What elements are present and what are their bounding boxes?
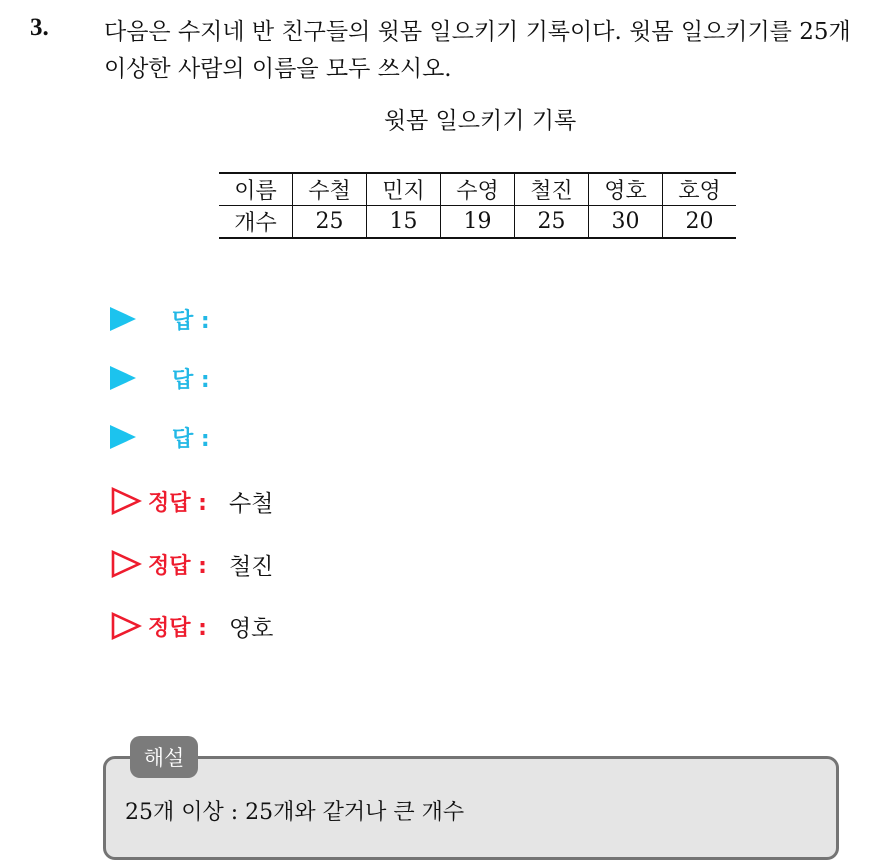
name-cell: 민지 [367,173,441,206]
play-triangle-icon [110,425,136,449]
count-cell: 15 [367,206,441,239]
table-title: 윗몸 일으키기 기록 [383,108,577,134]
question-number: 3. [30,14,49,41]
count-cell: 25 [293,206,367,239]
name-cell: 호영 [663,173,737,206]
correct-value: 영호 [228,615,274,642]
outline-triangle-icon [110,547,142,581]
correct-answer-row [110,547,273,581]
outline-triangle-icon [110,484,142,518]
answer-prompt-row[interactable] [110,420,210,454]
correct-answer-row [110,609,273,643]
count-cell: 25 [515,206,589,239]
answer-prompt-row[interactable] [110,302,210,336]
answer-label: 답 : [172,308,210,334]
name-cell: 철진 [515,173,589,206]
play-triangle-icon [110,307,136,331]
count-cell: 30 [589,206,663,239]
table-count-row [219,206,736,239]
table-header-row [219,173,736,206]
name-cell: 수철 [293,173,367,206]
correct-label: 정답 : [148,490,207,516]
count-cell: 19 [441,206,515,239]
answer-label: 답 : [172,367,210,393]
header-label-cell: 이름 [219,173,293,206]
play-triangle-icon [110,366,136,390]
explanation-text: 25개 이상 : 25개와 같거나 큰 개수 [125,800,465,825]
count-cell: 20 [663,206,737,239]
correct-answer-row [110,484,273,518]
outline-triangle-icon [110,609,142,643]
explanation-tab: 해설 [130,736,198,778]
correct-label: 정답 : [148,553,207,579]
count-label-cell: 개수 [219,206,293,239]
name-cell: 수영 [441,173,515,206]
correct-value: 철진 [228,553,274,580]
answer-prompt-row[interactable] [110,361,210,395]
correct-label: 정답 : [148,615,207,641]
answer-label: 답 : [172,426,210,452]
record-table [219,172,736,239]
correct-value: 수철 [228,490,274,517]
name-cell: 영호 [589,173,663,206]
question-text: 다음은 수지네 반 친구들의 윗몸 일으키기 기록이다. 윗몸 일으키기를 25개 이상한 사람의 이름을 모두 쓰시오. [104,19,851,82]
